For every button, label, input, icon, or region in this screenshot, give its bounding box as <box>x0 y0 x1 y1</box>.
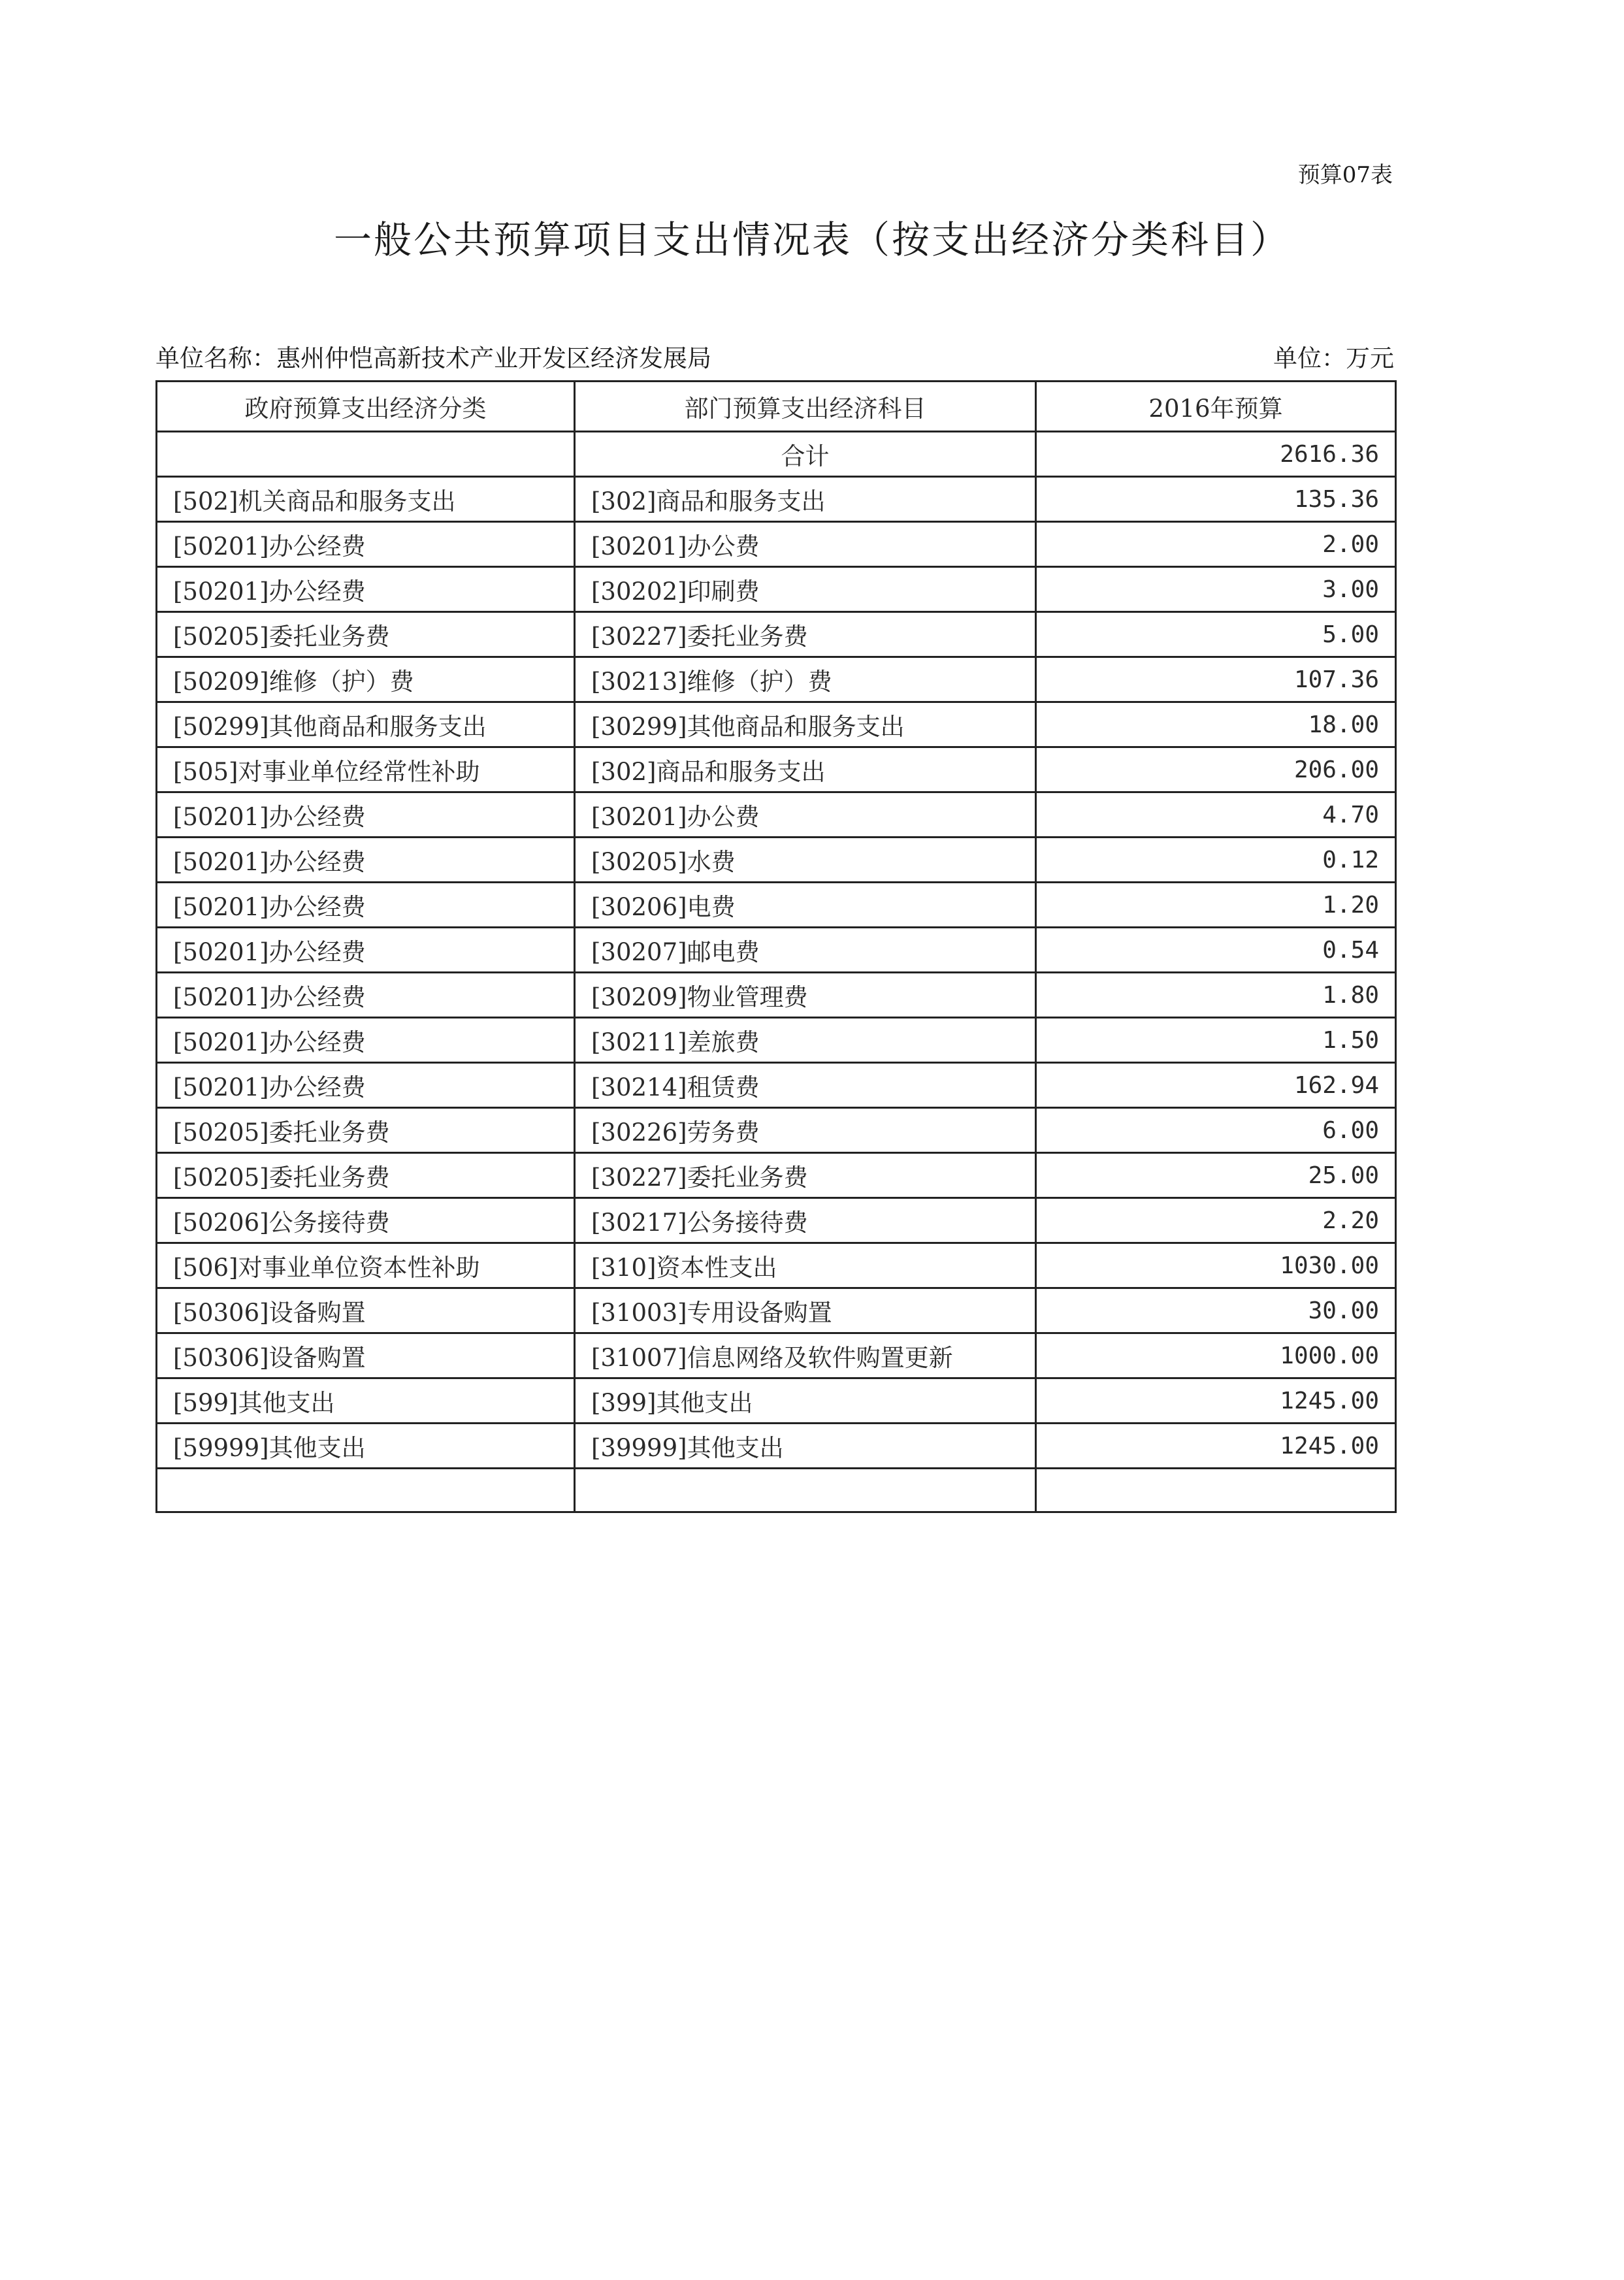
table-row <box>157 1063 1396 1108</box>
gov-class-cell: [50205]委托业务费 <box>157 612 575 657</box>
amount-cell: 107.36 <box>1036 657 1396 702</box>
total-label: 合计 <box>575 432 1036 477</box>
table-header-row <box>157 382 1396 432</box>
table-row <box>157 522 1396 567</box>
amount-cell: 0.12 <box>1036 838 1396 883</box>
column-header-gov-class: 政府预算支出经济分类 <box>157 382 575 432</box>
dept-subject-cell: [30207]邮电费 <box>575 928 1036 973</box>
blank-cell <box>1036 1469 1396 1512</box>
table-row <box>157 973 1396 1018</box>
gov-class-cell: [50201]办公经费 <box>157 838 575 883</box>
total-amount: 2616.36 <box>1036 432 1396 477</box>
amount-cell: 18.00 <box>1036 702 1396 747</box>
unit-name: 单位名称：惠州仲恺高新技术产业开发区经济发展局 <box>155 344 711 372</box>
amount-cell: 6.00 <box>1036 1108 1396 1153</box>
total-empty-cell <box>157 432 575 477</box>
table-row <box>157 567 1396 612</box>
gov-class-cell: [50205]委托业务费 <box>157 1153 575 1198</box>
gov-class-cell: [50201]办公经费 <box>157 883 575 928</box>
amount-cell: 1.50 <box>1036 1018 1396 1063</box>
table-row <box>157 702 1396 747</box>
table-row <box>157 1288 1396 1333</box>
gov-class-cell: [502]机关商品和服务支出 <box>157 477 575 522</box>
gov-class-cell: [59999]其他支出 <box>157 1424 575 1469</box>
dept-subject-cell: [39999]其他支出 <box>575 1424 1036 1469</box>
column-header-dept-subject: 部门预算支出经济科目 <box>575 382 1036 432</box>
table-body <box>157 432 1396 1512</box>
dept-subject-cell: [399]其他支出 <box>575 1378 1036 1424</box>
gov-class-cell: [599]其他支出 <box>157 1378 575 1424</box>
table-row <box>157 928 1396 973</box>
dept-subject-cell: [310]资本性支出 <box>575 1243 1036 1288</box>
amount-cell: 4.70 <box>1036 792 1396 838</box>
dept-subject-cell: [31007]信息网络及软件购置更新 <box>575 1333 1036 1378</box>
gov-class-cell: [506]对事业单位资本性补助 <box>157 1243 575 1288</box>
dept-subject-cell: [30211]差旅费 <box>575 1018 1036 1063</box>
gov-class-cell: [50201]办公经费 <box>157 567 575 612</box>
blank-cell <box>575 1469 1036 1512</box>
gov-class-cell: [50209]维修（护）费 <box>157 657 575 702</box>
blank-row <box>157 1469 1396 1512</box>
dept-subject-cell: [30226]劳务费 <box>575 1108 1036 1153</box>
gov-class-cell: [50306]设备购置 <box>157 1333 575 1378</box>
table-row <box>157 883 1396 928</box>
table-row <box>157 792 1396 838</box>
amount-cell: 162.94 <box>1036 1063 1396 1108</box>
amount-cell: 1030.00 <box>1036 1243 1396 1288</box>
gov-class-cell: [50201]办公经费 <box>157 792 575 838</box>
gov-class-cell: [50299]其他商品和服务支出 <box>157 702 575 747</box>
table-row <box>157 1424 1396 1469</box>
dept-subject-cell: [30213]维修（护）费 <box>575 657 1036 702</box>
gov-class-cell: [50201]办公经费 <box>157 928 575 973</box>
table-row <box>157 657 1396 702</box>
table-row <box>157 612 1396 657</box>
column-header-budget-2016: 2016年预算 <box>1036 382 1396 432</box>
form-number: 预算07表 <box>1297 162 1393 188</box>
amount-cell: 2.20 <box>1036 1198 1396 1243</box>
table-row <box>157 1333 1396 1378</box>
dept-subject-cell: [30205]水费 <box>575 838 1036 883</box>
gov-class-cell: [50201]办公经费 <box>157 1018 575 1063</box>
amount-cell: 30.00 <box>1036 1288 1396 1333</box>
dept-subject-cell: [30201]办公费 <box>575 792 1036 838</box>
dept-subject-cell: [31003]专用设备购置 <box>575 1288 1036 1333</box>
dept-subject-cell: [30214]租赁费 <box>575 1063 1036 1108</box>
dept-subject-cell: [30227]委托业务费 <box>575 612 1036 657</box>
table-row <box>157 1378 1396 1424</box>
amount-cell: 5.00 <box>1036 612 1396 657</box>
dept-subject-cell: [302]商品和服务支出 <box>575 747 1036 792</box>
amount-cell: 1245.00 <box>1036 1424 1396 1469</box>
budget-table <box>155 380 1397 1513</box>
total-row <box>157 432 1396 477</box>
amount-cell: 1000.00 <box>1036 1333 1396 1378</box>
dept-subject-cell: [30202]印刷费 <box>575 567 1036 612</box>
amount-cell: 1.80 <box>1036 973 1396 1018</box>
dept-subject-cell: [30217]公务接待费 <box>575 1198 1036 1243</box>
gov-class-cell: [505]对事业单位经常性补助 <box>157 747 575 792</box>
amount-cell: 1245.00 <box>1036 1378 1396 1424</box>
amount-cell: 2.00 <box>1036 522 1396 567</box>
dept-subject-cell: [30209]物业管理费 <box>575 973 1036 1018</box>
currency-unit: 单位：万元 <box>1273 344 1394 372</box>
gov-class-cell: [50205]委托业务费 <box>157 1108 575 1153</box>
gov-class-cell: [50306]设备购置 <box>157 1288 575 1333</box>
dept-subject-cell: [30227]委托业务费 <box>575 1153 1036 1198</box>
dept-subject-cell: [302]商品和服务支出 <box>575 477 1036 522</box>
gov-class-cell: [50201]办公经费 <box>157 973 575 1018</box>
amount-cell: 3.00 <box>1036 567 1396 612</box>
gov-class-cell: [50201]办公经费 <box>157 522 575 567</box>
gov-class-cell: [50206]公务接待费 <box>157 1198 575 1243</box>
table-row <box>157 1108 1396 1153</box>
table-row <box>157 1243 1396 1288</box>
dept-subject-cell: [30201]办公费 <box>575 522 1036 567</box>
gov-class-cell: [50201]办公经费 <box>157 1063 575 1108</box>
dept-subject-cell: [30299]其他商品和服务支出 <box>575 702 1036 747</box>
amount-cell: 206.00 <box>1036 747 1396 792</box>
table-row <box>157 477 1396 522</box>
dept-subject-cell: [30206]电费 <box>575 883 1036 928</box>
amount-cell: 135.36 <box>1036 477 1396 522</box>
blank-cell <box>157 1469 575 1512</box>
table-row <box>157 1198 1396 1243</box>
amount-cell: 1.20 <box>1036 883 1396 928</box>
page-title: 一般公共预算项目支出情况表（按支出经济分类科目） <box>333 218 1290 262</box>
table-row <box>157 838 1396 883</box>
amount-cell: 25.00 <box>1036 1153 1396 1198</box>
table-row <box>157 1018 1396 1063</box>
table-row <box>157 747 1396 792</box>
table-row <box>157 1153 1396 1198</box>
amount-cell: 0.54 <box>1036 928 1396 973</box>
